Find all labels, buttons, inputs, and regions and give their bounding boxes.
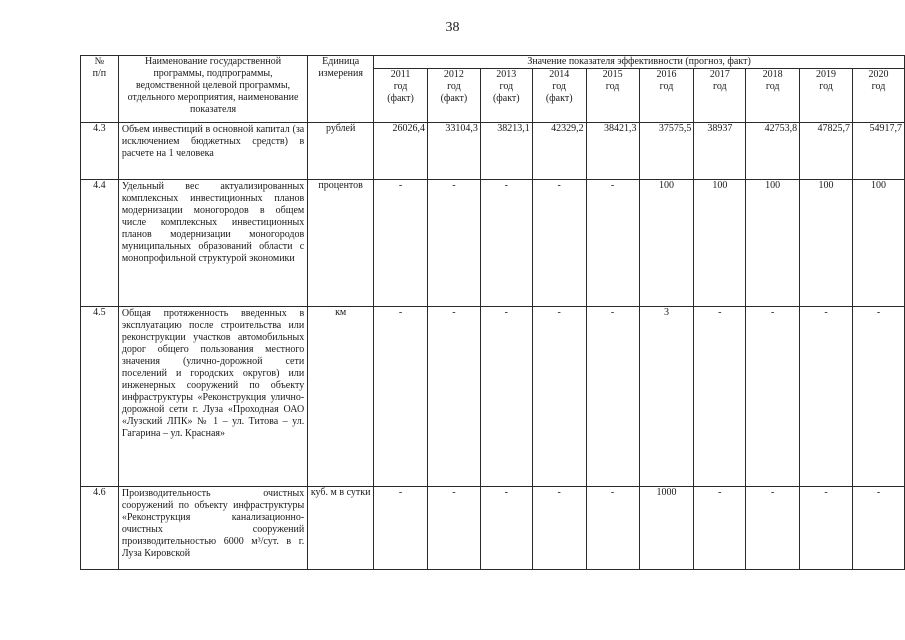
header-year-2014: 2014 год (факт) <box>532 69 586 123</box>
row-value: - <box>746 487 800 570</box>
header-year-2019: 2019 год <box>800 69 853 123</box>
row-value: 38937 <box>694 123 746 180</box>
row-value: - <box>532 180 586 307</box>
row-value: - <box>532 307 586 487</box>
row-name: Производительность очистных сооружений по объекту инфраструктуры «Реконструкция канализационно-очистных сооружений производительностью 6000 м³/сут. в г. Луза Кировской <box>118 487 307 570</box>
row-name: Объем инвестиций в основной капитал (за исключением бюджетных средств) в расчете на 1 человека <box>118 123 307 180</box>
row-value: - <box>480 487 532 570</box>
header-num: № п/п <box>81 56 119 123</box>
row-value: - <box>427 487 480 570</box>
row-value: - <box>746 307 800 487</box>
row-unit: км <box>308 307 374 487</box>
header-year-2018: 2018 год <box>746 69 800 123</box>
header-values-title: Значение показателя эффективности (прогноз, факт) <box>374 56 905 69</box>
row-value: 1000 <box>639 487 694 570</box>
row-value: 33104,3 <box>427 123 480 180</box>
header-unit: Единица измерения <box>308 56 374 123</box>
row-value: 42329,2 <box>532 123 586 180</box>
row-value: 42753,8 <box>746 123 800 180</box>
row-num: 4.6 <box>81 487 119 570</box>
header-row-1 <box>81 56 905 69</box>
row-unit: процентов <box>308 180 374 307</box>
row-num: 4.4 <box>81 180 119 307</box>
row-name: Удельный вес актуализированных комплексных инвестиционных планов модернизации моногородов в общем числе комплексных инвестиционных планов модернизации моногородов муниципальных образований области с монопрофильной структурой экономики <box>118 180 307 307</box>
row-value: - <box>374 307 428 487</box>
row-value: - <box>800 307 853 487</box>
row-value: - <box>586 487 639 570</box>
row-value: - <box>427 307 480 487</box>
row-num: 4.3 <box>81 123 119 180</box>
row-unit: рублей <box>308 123 374 180</box>
row-value: 54917,7 <box>853 123 905 180</box>
row-value: - <box>374 180 428 307</box>
table-row <box>81 123 905 180</box>
row-value: 100 <box>853 180 905 307</box>
page-number: 38 <box>445 20 460 35</box>
header-name: Наименование государственной программы, подпрограммы, ведомственной целевой программы, отдельного мероприятия, наименование показателя <box>118 56 307 123</box>
table-row <box>81 180 905 307</box>
header-year-2013: 2013 год (факт) <box>480 69 532 123</box>
header-year-2012: 2012 год (факт) <box>427 69 480 123</box>
row-value: - <box>586 307 639 487</box>
row-value: - <box>480 180 532 307</box>
row-value: - <box>532 487 586 570</box>
row-value: - <box>694 487 746 570</box>
row-value: 100 <box>800 180 853 307</box>
table-row <box>81 307 905 487</box>
row-value: - <box>586 180 639 307</box>
row-num: 4.5 <box>81 307 119 487</box>
row-value: 100 <box>694 180 746 307</box>
row-value: 100 <box>746 180 800 307</box>
row-value: - <box>694 307 746 487</box>
row-value: 100 <box>639 180 694 307</box>
row-value: 3 <box>639 307 694 487</box>
row-value: - <box>853 307 905 487</box>
row-value: 38213,1 <box>480 123 532 180</box>
row-value: 38421,3 <box>586 123 639 180</box>
row-unit: куб. м в сутки <box>308 487 374 570</box>
row-value: 37575,5 <box>639 123 694 180</box>
row-value: 47825,7 <box>800 123 853 180</box>
row-value: - <box>853 487 905 570</box>
row-value: - <box>800 487 853 570</box>
row-name: Общая протяженность введенных в эксплуатацию после строительства или реконструкции участков автомобильных дорог общего пользования местного значения (улично-дорожной сети поселений и городских округов) или инженерных сооружений по объекту инфраструктуры «Реконструкция улично-дорожной сети г. Луза «Проходная ОАО «Лузский ЛПК» № 1 – ул. Титова – ул. Гагарина – ул. Красная» <box>118 307 307 487</box>
row-value: 26026,4 <box>374 123 428 180</box>
row-value: - <box>374 487 428 570</box>
table-row <box>81 487 905 570</box>
header-year-2015: 2015 год <box>586 69 639 123</box>
row-value: - <box>427 180 480 307</box>
indicators-table <box>80 55 905 570</box>
header-year-2011: 2011 год (факт) <box>374 69 428 123</box>
header-year-2020: 2020 год <box>853 69 905 123</box>
header-year-2016: 2016 год <box>639 69 694 123</box>
row-value: - <box>480 307 532 487</box>
header-year-2017: 2017 год <box>694 69 746 123</box>
